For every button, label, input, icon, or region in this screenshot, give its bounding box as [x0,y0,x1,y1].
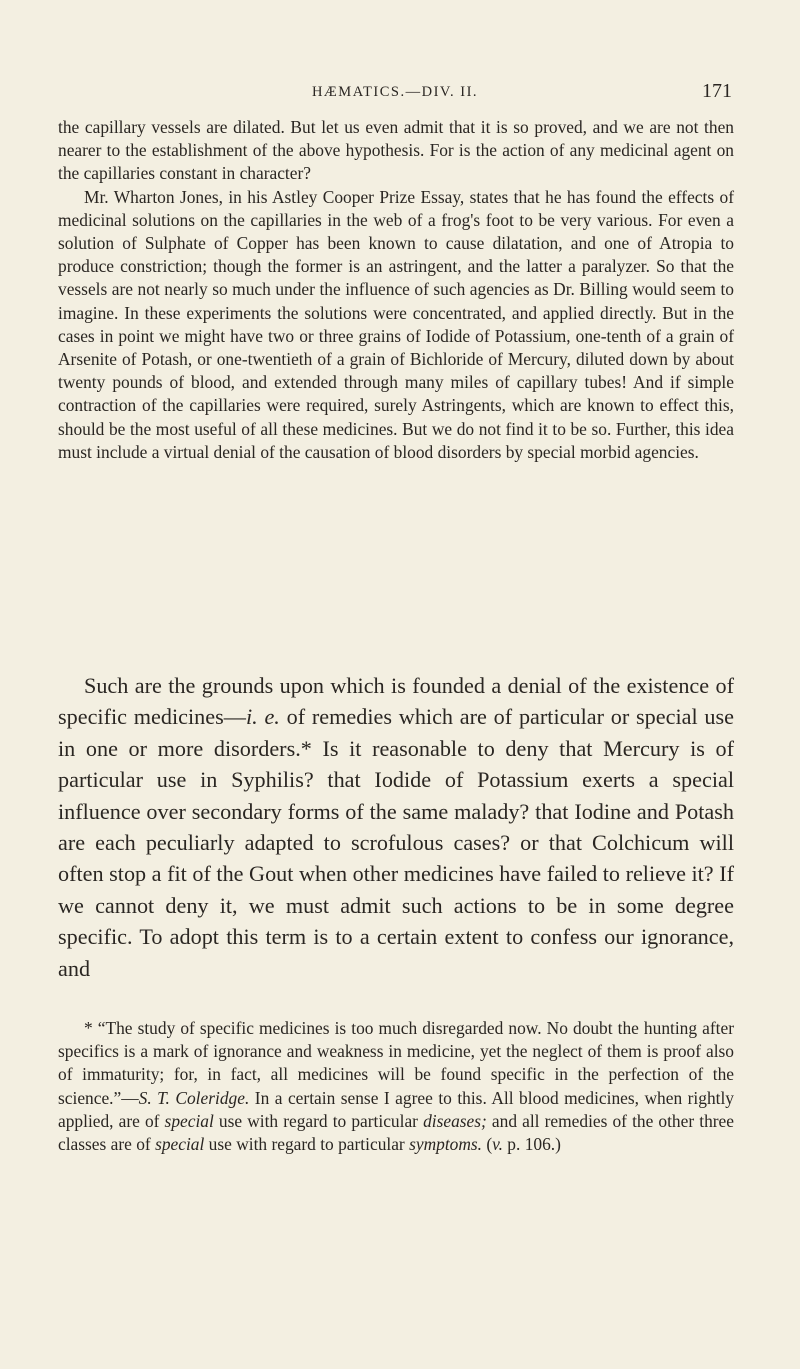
footnote-part: * “The study of specific medicines is too much disregarded now. No doubt the hunting after specifics is a mark of ignorance and weakness in medicine, yet the neglect of them is proof also of immaturity; for, in fact, all medicines will be found specific in the perfection of the science.”— [58,1018,734,1108]
footnote-author: S. T. Coleridge. [138,1087,250,1108]
paragraph-capillaries: the capillary vessels are dilated. But let us even admit that it is so proved, and we are not then nearer to the establishment of the above hypothesis. For is the action of any medicinal agent on the capillaries constant in character? [58,117,734,184]
emphasis-special: special [155,1134,205,1155]
emphasis-special: special [164,1110,214,1131]
footnote-part: use with regard to particular [213,1110,424,1131]
footnote-text [58,1017,734,1156]
emphasis-vide: v. [492,1134,503,1155]
paragraph-specific-medicines [58,670,734,984]
paragraph-wharton-jones: Mr. Wharton Jones, in his Astley Cooper Prize Essay, states that he has found the effects of medicinal solutions on the capillaries in the web of a frog's foot to be very various. For even a solution of Sulphate of Copper has been known to cause dilatation, and one of Atropia to produce constriction; though the former is an astringent, and the latter a paralyzer. So that the vessels are not nearly so much under the influence of such agencies as Dr. Billing would seem to imagine. In these experiments the solutions were concentrated, and applied directly. But in the cases in point we might have two or three grains of Iodide of Potassium, one-tenth of a grain of Arsenite of Potash, or one-twentieth of a grain of Bichloride of Mercury, diluted down by about twenty pounds of blood, and extended through many miles of capillary tubes! And if simple contraction of the capillaries were required, surely Astringents, which are known to effect this, should be the most useful of all these medicines. But we do not find it to be so. Further, this idea must include a virtual denial of the causation of blood disorders by special morbid agencies. [58,186,734,462]
page-number: 171 [702,80,732,102]
emphasis-diseases: diseases; [423,1110,487,1131]
footnote [58,1017,734,1156]
footnote-part: and all remedies of the other three classes are of [58,1110,734,1155]
paragraph-text: of remedies which are of particular or special use in one or more disorders.* Is it reasonable to deny that Mercury is of particular use in Syphilis? that Iodide of Potassium exerts a special influence over secondary forms of the same malady? that Iodine and Potash are each peculiarly adapted to scrofulous cases? or that Colchicum will often stop a fit of the Gout when other medicines have failed to relieve it? If we cannot deny it, we must admit such actions to be in some degree specific. To adopt this term is to a certain extent to confess our ignorance, and [58,704,735,981]
emphasis-ie: i. e. [245,704,280,730]
main-text-small [58,116,734,464]
running-title: HÆMATICS.—DIV. II. [311,84,479,100]
main-text-large [58,670,734,984]
paragraph-text: Such are the grounds upon which is founded a denial of the existence of specific medicines— [58,673,734,730]
emphasis-symptoms: symptoms. [409,1134,483,1155]
running-head [58,80,732,108]
footnote-part: use with regard to particular [204,1134,410,1155]
footnote-part: p. 106.) [502,1134,561,1155]
footnote-part: In a certain sense I agree to this. All blood medicines, when rightly applied, are of [58,1087,735,1131]
footnote-part: ( [482,1134,493,1155]
